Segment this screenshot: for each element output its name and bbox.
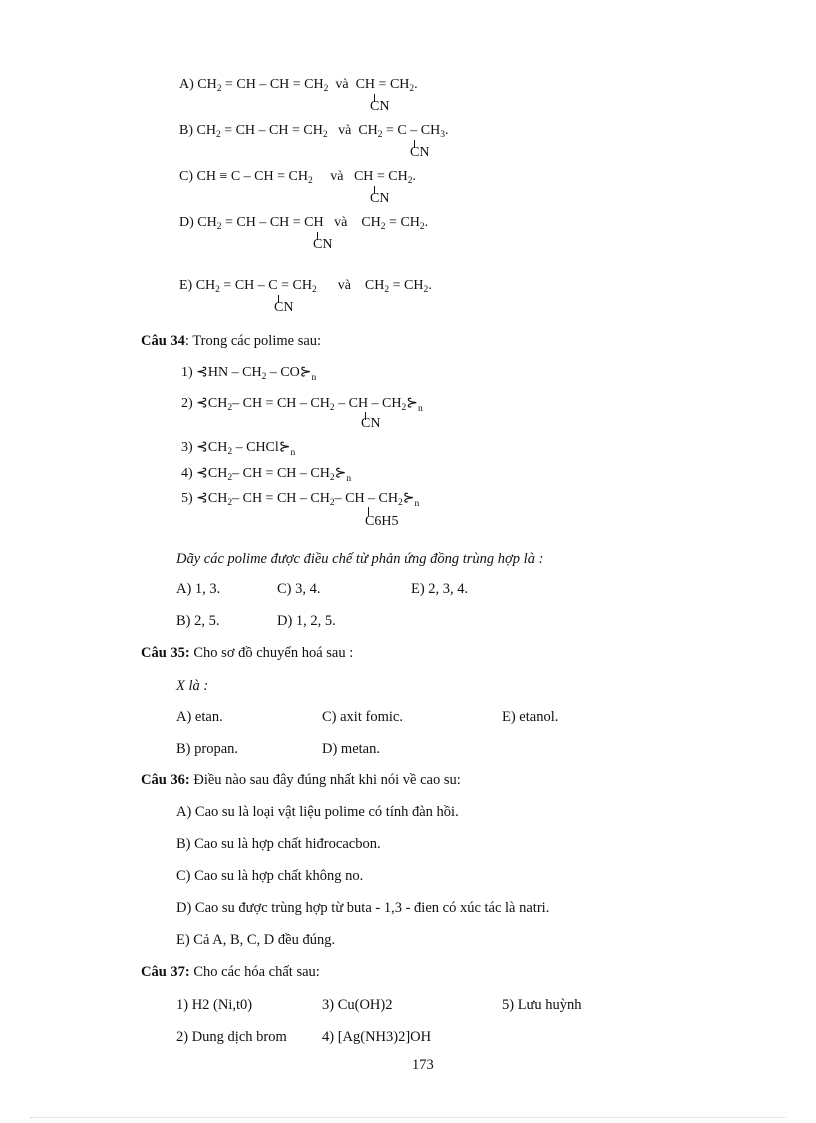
q36-answer-b[interactable]: B) Cao su là hợp chất hiđrocacbon. xyxy=(176,836,381,852)
q33-e-formula1: $CH_2$ = CH – $C = CH_2$ xyxy=(195,278,317,295)
q34-answer-b[interactable]: B) 2, 5. xyxy=(176,613,220,629)
q33-b-sub: CN xyxy=(410,145,430,160)
q33-a-and: và xyxy=(335,77,349,92)
q34-p4-line xyxy=(181,465,351,482)
page-number: 173 xyxy=(412,1057,434,1073)
q33-d-formula2: $CH_2 = CH_2$. xyxy=(361,215,429,232)
q34-p5-label: 5) xyxy=(181,491,193,506)
q37-item-3: 3) Cu(OH)2 xyxy=(322,997,393,1013)
q37-number: Câu 37: xyxy=(141,964,190,980)
q37-heading xyxy=(141,964,320,981)
q34-question: Dãy các polime được điều chế từ phản ứng đồng trùng hợp là : xyxy=(176,551,544,567)
q35-answer-b[interactable]: B) propan. xyxy=(176,741,239,757)
q36-answer-a[interactable]: A) Cao su là loại vật liệu polime có tính đàn hồi. xyxy=(176,804,459,820)
q33-e-main xyxy=(179,278,432,294)
page-bottom-divider xyxy=(30,1117,786,1118)
q33-c-formula1: CH ≡ C – CH = $CH_2$ xyxy=(196,169,313,186)
q33-e-sub: CN xyxy=(274,300,294,315)
q35-answer-d[interactable]: D) metan. xyxy=(322,741,380,757)
q34-p2-sub: CN xyxy=(361,416,381,431)
q35-number: Câu 35: xyxy=(141,645,190,661)
q34-p1-label: 1) xyxy=(181,365,193,380)
q34-answer-a[interactable]: A) 1, 3. xyxy=(176,581,221,597)
q36-answer-d[interactable]: D) Cao su được trùng hợp từ buta - 1,3 - đien có xúc tác là natri. xyxy=(176,900,550,916)
q35-text: Cho sơ đồ chuyển hoá sau : xyxy=(193,645,354,661)
q34-p5-sub: C6H5 xyxy=(365,514,399,529)
q34-p2-line xyxy=(181,395,423,412)
q33-d-label: D) xyxy=(179,215,194,230)
q34-text: : Trong các polime sau: xyxy=(184,333,322,349)
q37-item-5: 5) Lưu huỳnh xyxy=(502,997,582,1013)
q35-answer-e[interactable]: E) etanol. xyxy=(502,709,559,725)
q33-e-label: E) xyxy=(179,278,193,293)
q33-e-and: và xyxy=(337,278,351,293)
q33-c-formula2: CH = $CH_2$. xyxy=(353,169,416,186)
q36-answer-e[interactable]: E) Cả A, B, C, D đều đúng. xyxy=(176,932,336,948)
q33-b-label: B) xyxy=(179,123,193,138)
q37-item-2: 2) Dung dịch brom xyxy=(176,1029,287,1045)
q35-heading xyxy=(141,645,353,662)
q34-number: Câu 34 xyxy=(141,333,185,349)
q33-a-formula2: CH = $CH_2$. xyxy=(355,77,418,94)
q33-b-formula2: $CH_2 = C - CH_3$. xyxy=(358,123,449,140)
q37-item-4: 4) [Ag(NH3)2]OH xyxy=(322,1029,432,1045)
q34-p3-formula: $⊰CH_2$ – $CHCl⊱_n$ xyxy=(196,440,296,458)
q33-c-and: và xyxy=(330,169,344,184)
q34-p2-formula: $⊰CH_2-$ CH = CH – $CH_2$ – CH – $CH_2⊱_n$ xyxy=(196,396,423,414)
q33-d-formula1: $CH_2$ = CH – CH = CH xyxy=(197,215,324,232)
q37-text: Cho các hóa chất sau: xyxy=(193,964,320,980)
q37-item-1: 1) H2 (Ni,t0) xyxy=(176,997,253,1013)
q33-b-main xyxy=(179,123,448,139)
q33-a-label: A) xyxy=(179,77,194,92)
q34-p4-formula: $⊰CH_2-$ CH = CH – $CH_2⊱_n$ xyxy=(196,466,352,484)
q34-p5-line xyxy=(181,490,419,507)
q33-b-formula1: $CH_2$ = CH – CH = $CH_2$ xyxy=(196,123,328,140)
q33-c-label: C) xyxy=(179,169,193,184)
q34-p3-line xyxy=(181,439,295,456)
q33-a-sub: CN xyxy=(370,99,390,114)
q34-p4-label: 4) xyxy=(181,466,193,481)
q36-answer-c[interactable]: C) Cao su là hợp chất không no. xyxy=(176,868,364,884)
q34-answer-d[interactable]: D) 1, 2, 5. xyxy=(277,613,336,629)
q34-p3-label: 3) xyxy=(181,440,193,455)
q33-c-main xyxy=(179,169,416,185)
q33-b-and: và xyxy=(338,123,352,138)
q34-answer-c[interactable]: C) 3, 4. xyxy=(277,581,321,597)
q36-heading xyxy=(141,772,461,789)
q35-answer-c[interactable]: C) axit fomic. xyxy=(322,709,403,725)
q33-d-sub: CN xyxy=(313,237,333,252)
q33-a-formula1: $CH_2$ = CH – CH = $CH_2$ xyxy=(197,77,329,94)
q33-d-and: và xyxy=(334,215,348,230)
q35-x-label: X là : xyxy=(176,678,209,694)
q35-answer-a[interactable]: A) etan. xyxy=(176,709,223,725)
q33-a-main xyxy=(179,77,418,93)
q33-d-main xyxy=(179,215,428,231)
q33-c-sub: CN xyxy=(370,191,390,206)
q34-answer-e[interactable]: E) 2, 3, 4. xyxy=(411,581,469,597)
q36-text: Điều nào sau đây đúng nhất khi nói về cao su: xyxy=(193,772,461,788)
q34-p2-label: 2) xyxy=(181,396,193,411)
q34-p1-line xyxy=(181,364,316,381)
q36-number: Câu 36: xyxy=(141,772,190,788)
q34-p5-formula: $⊰CH_2-$ CH = CH – $CH_2-$ CH – $CH_2⊱_n$ xyxy=(196,491,420,509)
q33-e-formula2: $CH_2 = CH_2$. xyxy=(364,278,432,295)
q34-heading xyxy=(141,333,321,350)
q34-p1-formula: ⊰HN – $CH_2$ – $CO⊱_n$ xyxy=(196,365,317,383)
